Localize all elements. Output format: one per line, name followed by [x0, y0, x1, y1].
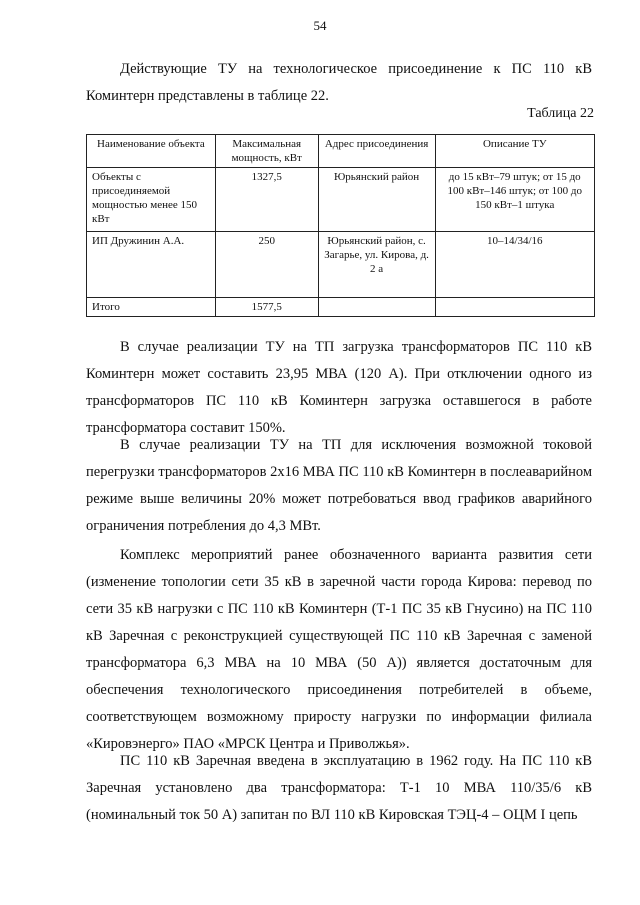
header-tu-description: Описание ТУ: [435, 135, 595, 168]
cell-object: Объекты с присоединяемой мощностью менее 150 кВт: [87, 168, 216, 232]
table-row: [87, 232, 595, 298]
body-paragraph: ПС 110 кВ Заречная введена в эксплуатацию в 1962 году. На ПС 110 кВ Заречная установлено два трансформатора: Т-1 10 МВА 110/35/6 кВ (номинальный ток 50 А) запитан по ВЛ 110 кВ Кировская ТЭЦ-4 – ОЦМ I цепь: [86, 753, 592, 823]
cell-address: Юрьянский район: [318, 168, 435, 232]
header-address: Адрес присоединения: [318, 135, 435, 168]
table-total-row: [87, 298, 595, 317]
cell-object: Итого: [87, 298, 216, 317]
table-caption: Таблица 22: [527, 106, 594, 121]
cell-description: 10–14/34/16: [435, 232, 595, 298]
cell-power: 250: [215, 232, 318, 298]
cell-power: 1327,5: [215, 168, 318, 232]
header-max-power: Максимальная мощность, кВт: [215, 135, 318, 168]
cell-description: [435, 298, 595, 317]
table-header-row: [87, 135, 595, 168]
cell-address: Юрьянский район, с. Загарье, ул. Кирова, д. 2 а: [318, 232, 435, 298]
cell-power: 1577,5: [215, 298, 318, 317]
cell-address: [318, 298, 435, 317]
body-paragraph: В случае реализации ТУ на ТП загрузка трансформаторов ПС 110 кВ Коминтерн может составить 23,95 МВА (120 А). При отключении одного из трансформаторов ПС 110 кВ Коминтерн загрузка оставшегося в работе трансформатора составит 150%.: [86, 339, 592, 436]
body-paragraph: Комплекс мероприятий ранее обозначенного варианта развития сети (изменение топологии сети 35 кВ в заречной части города Кирова: перевод по сети 35 кВ нагрузки с ПС 110 кВ Коминтерн (Т-1 ПС 35 кВ Гнусино) на ПС 110 кВ Заречная с реконструкцией существующей ПС 110 кВ Заречная с заменой трансформатора 6,3 МВА на 10 МВА (50 А)) является достаточным для обеспечения технологического присоединения потребителей в объеме, соответствующем возможному приросту нагрузки по информации филиала «Кировэнерго» ПАО «МРСК Центра и Приволжья».: [86, 547, 592, 752]
cell-object: ИП Дружинин А.А.: [87, 232, 216, 298]
intro-paragraph: Действующие ТУ на технологическое присоединение к ПС 110 кВ Коминтерн представлены в таблице 22.: [86, 61, 592, 104]
table-row: [87, 168, 595, 232]
header-object-name: Наименование объекта: [87, 135, 216, 168]
tu-table: [86, 134, 595, 317]
body-paragraph: В случае реализации ТУ на ТП для исключения возможной токовой перегрузки трансформаторов 2х16 МВА ПС 110 кВ Коминтерн в послеаварийном режиме выше величины 20% может потребоваться ввод графиков аварийного ограничения потребления до 4,3 МВт.: [86, 437, 592, 534]
cell-description: до 15 кВт–79 штук; от 15 до 100 кВт–146 штук; от 100 до 150 кВт–1 штука: [435, 168, 595, 232]
page-number: 54: [313, 18, 327, 33]
